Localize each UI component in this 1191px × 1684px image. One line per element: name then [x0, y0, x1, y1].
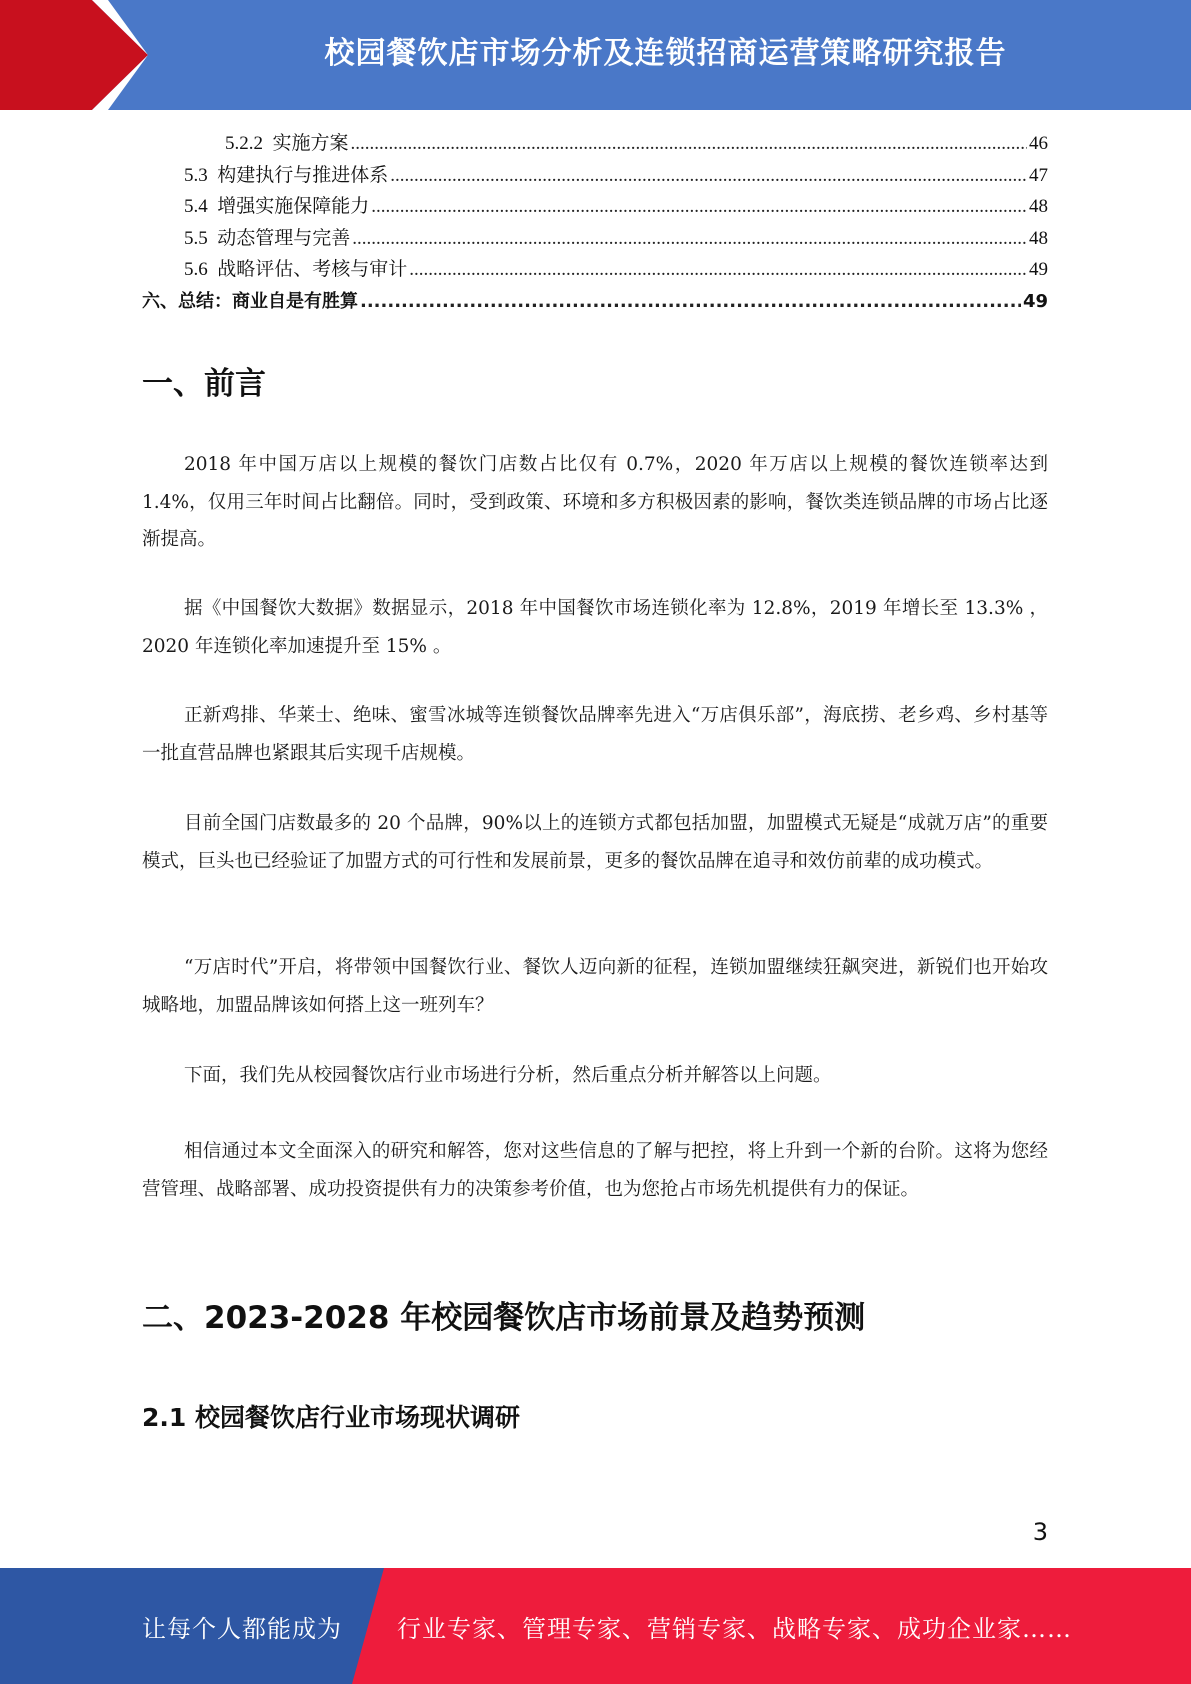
toc-leader-dots	[390, 160, 1027, 192]
toc-entry-chapter[interactable]	[142, 286, 1048, 318]
toc-entry-label: 5.3 构建执行与推进体系	[184, 164, 389, 186]
footer-banner	[0, 1568, 1191, 1684]
body-paragraph: 2018 年中国万店以上规模的餐饮门店数占比仅有 0.7%，2020 年万店以上规模的餐饮连锁率达到 1.4%，仅用三年时间占比翻倍。同时，受到政策、环境和多方积极因素的影响，餐饮类连锁品牌的市场占比逐渐提高。	[142, 454, 1048, 550]
toc-entry-page: 49	[1029, 259, 1048, 280]
table-of-contents	[142, 128, 1048, 317]
toc-entry[interactable]	[142, 223, 1048, 255]
toc-entry[interactable]	[142, 128, 1048, 160]
header-banner	[0, 0, 1191, 110]
footer-slogan-right: 行业专家、管理专家、营销专家、战略专家、成功企业家……	[397, 1614, 1072, 1643]
toc-entry-page: 49	[1022, 290, 1048, 312]
toc-entry[interactable]	[142, 254, 1048, 286]
body-paragraph: 目前全国门店数最多的 20 个品牌，90%以上的连锁方式都包括加盟，加盟模式无疑是“成就万店”的重要模式，巨头也已经验证了加盟方式的可行性和发展前景，更多的餐饮品牌在追寻和效仿前辈的成功模式。	[142, 813, 1048, 872]
footer-slogan-left: 让每个人都能成为	[142, 1614, 342, 1643]
body-paragraph: 相信通过本文全面深入的研究和解答，您对这些信息的了解与把控，将上升到一个新的台阶。这将为您经营管理、战略部署、成功投资提供有力的决策参考价值，也为您抢占市场先机提供有力的保证。	[142, 1141, 1048, 1200]
body-paragraph: 据《中国餐饮大数据》数据显示，2018 年中国餐饮市场连锁化率为 12.8%，2019 年增长至 13.3% ，2020 年连锁化率加速提升至 15% 。	[142, 598, 1048, 657]
report-title: 校园餐饮店市场分析及连锁招商运营策略研究报告	[324, 36, 1007, 71]
page-number: 3	[1032, 1518, 1048, 1546]
toc-entry-page: 46	[1029, 133, 1048, 154]
toc-entry[interactable]	[142, 191, 1048, 223]
toc-leader-dots	[371, 191, 1027, 223]
toc-entry-label: 六、总结：商业自是有胜算	[142, 290, 358, 312]
toc-entry-label: 5.2.2 实施方案	[225, 133, 349, 154]
body-paragraph: “万店时代”开启，将带领中国餐饮行业、餐饮人迈向新的征程，连锁加盟继续狂飙突进，新锐们也开始攻城略地，加盟品牌该如何搭上这一班列车？	[142, 957, 1048, 1016]
section-heading-preface: 一、前言	[142, 366, 266, 402]
toc-entry-page: 48	[1029, 227, 1048, 249]
toc-entry-label: 5.4 增强实施保障能力	[184, 196, 370, 217]
toc-leader-dots	[352, 223, 1027, 255]
toc-entry-label: 5.5 动态管理与完善	[184, 227, 351, 249]
subsection-heading: 2.1 校园餐饮店行业市场现状调研	[142, 1403, 520, 1432]
body-paragraph: 下面，我们先从校园餐饮店行业市场进行分析，然后重点分析并解答以上问题。	[184, 1065, 832, 1086]
toc-entry-label: 5.6 战略评估、考核与审计	[184, 259, 408, 280]
toc-entry-page: 47	[1029, 164, 1048, 186]
toc-leader-dots	[409, 254, 1027, 286]
section-heading-forecast: 二、2023-2028 年校园餐饮店市场前景及趋势预测	[142, 1300, 866, 1336]
toc-leader-dots	[351, 128, 1027, 160]
toc-leader-dots	[360, 286, 1021, 318]
body-paragraph: 正新鸡排、华莱士、绝味、蜜雪冰城等连锁餐饮品牌率先进入“万店俱乐部”，海底捞、老乡鸡、乡村基等一批直营品牌也紧跟其后实现千店规模。	[142, 705, 1048, 764]
toc-entry-page: 48	[1029, 196, 1048, 217]
toc-entry[interactable]	[142, 160, 1048, 192]
